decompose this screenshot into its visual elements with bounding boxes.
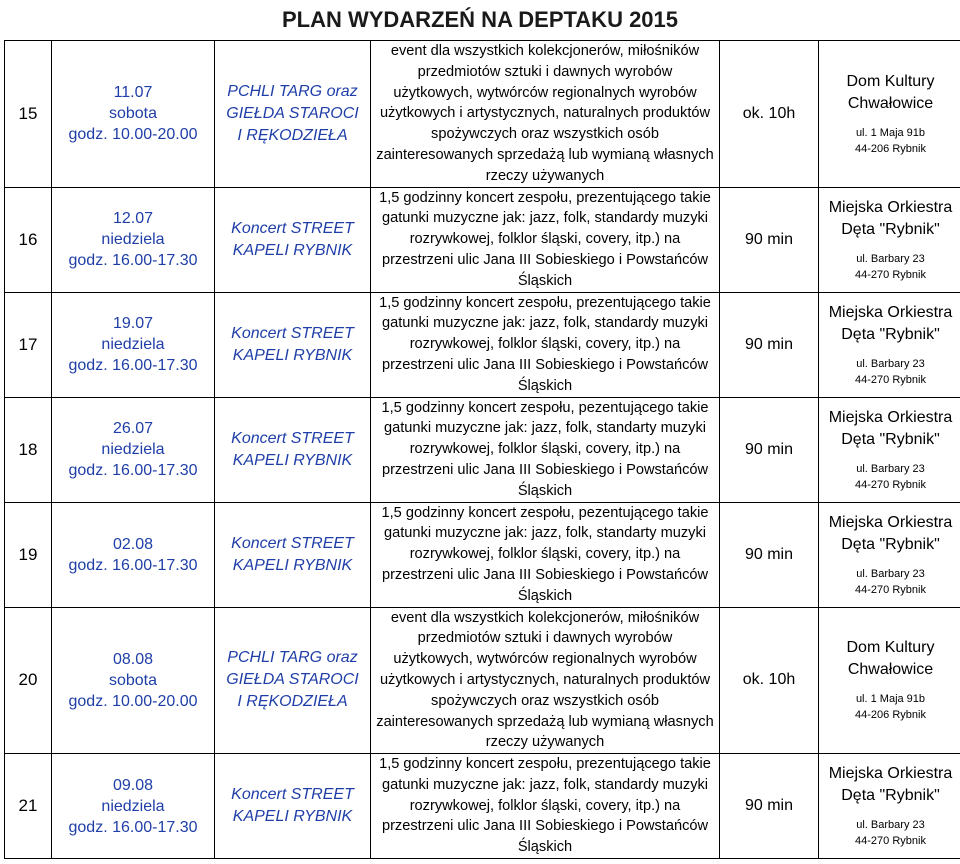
event-organizer [819,41,960,188]
event-date-line: 08.08 [112,650,154,668]
event-description [371,41,720,188]
organizer-name-line: Dom Kultury [846,72,935,90]
organizer-name-line: Miejska Orkiestra [828,765,953,783]
organizer-name-line: Dęta "Rybnik" [841,220,940,238]
event-description-line: spożywczych oraz wszystkich osób [431,692,659,709]
event-description-line: event dla wszystkich kolekcjonerów, miłośników [390,609,700,626]
organizer-address-line: ul. Barbary 23 [856,567,925,580]
event-description-line: Śląskich [517,272,573,289]
event-duration: 90 min [720,397,819,502]
organizer-address-line: 44-270 Rybnik [855,835,926,848]
event-duration: ok. 10h [720,41,819,188]
event-name-line: Koncert STREET [231,534,354,552]
event-name [215,754,371,859]
event-description-line: rozrywkowej, folklor śląski, covery, itp.) na [409,336,681,353]
event-name-line: KAPELI RYBNIK [232,451,353,469]
event-name-line: KAPELI RYBNIK [232,346,353,364]
organizer-address [819,125,960,157]
event-description-line: użytkowych, wytwórców regionalnych wyrobów [393,84,697,101]
event-name-line: GIEŁDA STAROCI [226,671,359,689]
event-description-line: 1,5 godzinny koncert zespołu, pezentującego takie [381,504,709,521]
table-row [5,754,960,859]
event-description-line: przedmiotów sztuki i dawnych wyrobów [417,63,673,80]
event-date-line: sobota [108,671,158,689]
event-description-line: rozrywkowej, folklor śląski, covery, itp.) na [409,441,681,458]
table-row [5,292,960,397]
event-date-line: godz. 10.00-20.00 [68,126,198,144]
row-number: 15 [5,41,52,188]
organizer-address-line: 44-206 Rybnik [855,142,926,155]
event-description-line: gatunki muzyczne jak: jazz, folk, standardy muzyki [381,776,709,793]
organizer-name-line: Miejska Orkiestra [828,198,953,216]
event-name-line: KAPELI RYBNIK [232,556,353,574]
organizer-name-line: Dom Kultury [846,639,935,657]
event-description [371,292,720,397]
event-description [371,754,720,859]
event-date-line: niedziela [101,336,165,354]
organizer-address-line: ul. Barbary 23 [856,252,925,265]
event-name-line: KAPELI RYBNIK [232,241,353,259]
organizer-address [819,566,960,598]
event-duration: 90 min [720,754,819,859]
event-organizer [819,187,960,292]
event-duration: 90 min [720,187,819,292]
row-number: 21 [5,754,52,859]
event-description-line: przedmiotów sztuki i dawnych wyrobów [417,630,673,647]
event-date-line: sobota [108,105,158,123]
event-description-line: rzeczy używanych [485,734,605,751]
event-description-line: Śląskich [517,482,573,499]
organizer-address-line: ul. Barbary 23 [856,462,925,475]
organizer-address-line: 44-270 Rybnik [855,583,926,596]
event-date-line: 02.08 [112,535,154,553]
event-date [52,292,215,397]
event-description-line: spożywczych oraz wszystkich osób [431,126,659,143]
event-date-line: niedziela [101,797,165,815]
organizer-address [819,356,960,388]
event-name-line: I RĘKODZIEŁA [237,693,348,711]
event-organizer [819,292,960,397]
event-date-line: 26.07 [112,420,154,438]
event-duration: ok. 10h [720,607,819,754]
event-name-line: I RĘKODZIEŁA [237,126,348,144]
event-duration: 90 min [720,292,819,397]
event-description-line: rozrywkowej, folklor śląski, covery, itp.) na [409,231,681,248]
event-description-line: rzeczy używanych [485,167,605,184]
event-name [215,397,371,502]
event-date [52,397,215,502]
organizer-name-line: Dęta "Rybnik" [841,535,940,553]
row-number: 17 [5,292,52,397]
event-name [215,187,371,292]
event-date [52,754,215,859]
event-date-line: godz. 16.00-17.30 [68,462,198,480]
event-description-line: gatunki muzyczne jak: jazz, folk, standardy muzyki [381,210,709,227]
table-row [5,397,960,502]
event-duration: 90 min [720,502,819,607]
organizer-name-line: Miejska Orkiestra [828,513,953,531]
event-date [52,607,215,754]
event-description-line: przestrzeni ulic Jana III Sobieskiego i Powstańców [381,461,709,478]
event-description-line: przestrzeni ulic Jana III Sobieskiego i Powstańców [381,251,709,268]
event-description-line: 1,5 godzinny koncert zespołu, prezentującego takie [379,294,711,311]
table-row [5,41,960,188]
event-description-line: Śląskich [517,839,573,856]
event-description-line: przestrzeni ulic Jana III Sobieskiego i Powstańców [381,818,709,835]
event-date-line: godz. 16.00-17.30 [68,252,198,270]
organizer-name-line: Dęta "Rybnik" [841,325,940,343]
page-title: PLAN WYDARZEŃ NA DEPTAKU 2015 [281,7,679,32]
event-description-line: gatunki muzyczne jak: jazz, folk, standardy muzyki [381,315,709,332]
event-description-line: 1,5 godzinny koncert zespołu, prezentującego takie [379,189,711,206]
events-table [4,40,960,859]
event-description [371,502,720,607]
organizer-address [819,691,960,723]
event-date-line: godz. 10.00-20.00 [68,692,198,710]
event-date [52,187,215,292]
event-date-line: godz. 16.00-17.30 [68,357,198,375]
event-description-line: zainteresowanych sprzedażą lub wymianą własnych [376,713,714,730]
event-description-line: gatunki muzyczne jak: jazz, folk, standarty muzyki [384,525,706,542]
event-description [371,187,720,292]
event-name-line: Koncert STREET [231,324,354,342]
row-number: 18 [5,397,52,502]
event-name [215,502,371,607]
event-name-line: Koncert STREET [231,786,354,804]
organizer-address [819,817,960,849]
organizer-name-line: Miejska Orkiestra [828,303,953,321]
table-row [5,502,960,607]
event-description-line: przestrzeni ulic Jana III Sobieskiego i Powstańców [381,356,709,373]
organizer-name-line: Chwałowice [847,661,934,679]
table-row [5,187,960,292]
event-description-line: 1,5 godzinny koncert zespołu, pezentującego takie [381,399,709,416]
event-description-line: Śląskich [517,587,573,604]
event-description-line: zainteresowanych sprzedażą lub wymianą własnych [376,146,714,163]
event-description-line: przestrzeni ulic Jana III Sobieskiego i Powstańców [381,566,709,583]
organizer-address-line: ul. Barbary 23 [856,357,925,370]
event-date-line: 09.08 [112,776,154,794]
event-date [52,502,215,607]
event-description-line: rozrywkowej, folklor śląski, covery, itp.) na [409,546,681,563]
event-organizer [819,607,960,754]
event-name-line: GIEŁDA STAROCI [226,104,359,122]
event-description-line: gatunki muzyczne jak: jazz, folk, standarty muzyki [384,420,706,437]
event-description-line: użytkowych i artystycznych, naturalnych produktów [379,105,711,122]
row-number: 20 [5,607,52,754]
event-date-line: niedziela [101,441,165,459]
event-organizer [819,754,960,859]
organizer-address [819,251,960,283]
event-date-line: godz. 16.00-17.30 [68,556,198,574]
event-date-line: 19.07 [112,315,154,333]
organizer-address-line: ul. 1 Maja 91b [855,693,926,706]
event-organizer [819,502,960,607]
organizer-address-line: 44-206 Rybnik [855,709,926,722]
row-number: 19 [5,502,52,607]
organizer-address-line: ul. 1 Maja 91b [855,126,926,139]
event-description-line: event dla wszystkich kolekcjonerów, miłośników [390,43,700,59]
event-organizer [819,397,960,502]
organizer-name-line: Dęta "Rybnik" [841,787,940,805]
event-date-line: 11.07 [113,84,153,102]
event-name [215,607,371,754]
organizer-address-line: ul. Barbary 23 [856,819,925,832]
row-number: 16 [5,187,52,292]
event-name-line: KAPELI RYBNIK [232,808,353,826]
organizer-name-line: Chwałowice [847,94,934,112]
event-date [52,41,215,188]
event-description-line: rozrywkowej, folklor śląski, covery, itp.) na [409,797,681,814]
event-name [215,41,371,188]
event-description [371,397,720,502]
organizer-address [819,461,960,493]
event-description-line: użytkowych i artystycznych, naturalnych produktów [379,671,711,688]
organizer-address-line: 44-270 Rybnik [855,373,926,386]
event-name-line: PCHLI TARG oraz [227,82,358,100]
event-date-line: niedziela [101,231,165,249]
event-name [215,292,371,397]
event-date-line: 12.07 [112,210,154,228]
organizer-address-line: 44-270 Rybnik [855,478,926,491]
event-date-line: godz. 16.00-17.30 [68,818,198,836]
organizer-name-line: Dęta "Rybnik" [841,430,940,448]
table-row [5,607,960,754]
event-name-line: Koncert STREET [231,429,354,447]
event-description-line: użytkowych, wytwórców regionalnych wyrobów [393,651,697,668]
event-description-line: Śląskich [517,377,573,394]
event-description [371,607,720,754]
organizer-address-line: 44-270 Rybnik [855,268,926,281]
event-name-line: Koncert STREET [231,219,354,237]
event-name-line: PCHLI TARG oraz [227,649,358,667]
event-description-line: 1,5 godzinny koncert zespołu, prezentującego takie [379,756,711,773]
organizer-name-line: Miejska Orkiestra [828,408,953,426]
